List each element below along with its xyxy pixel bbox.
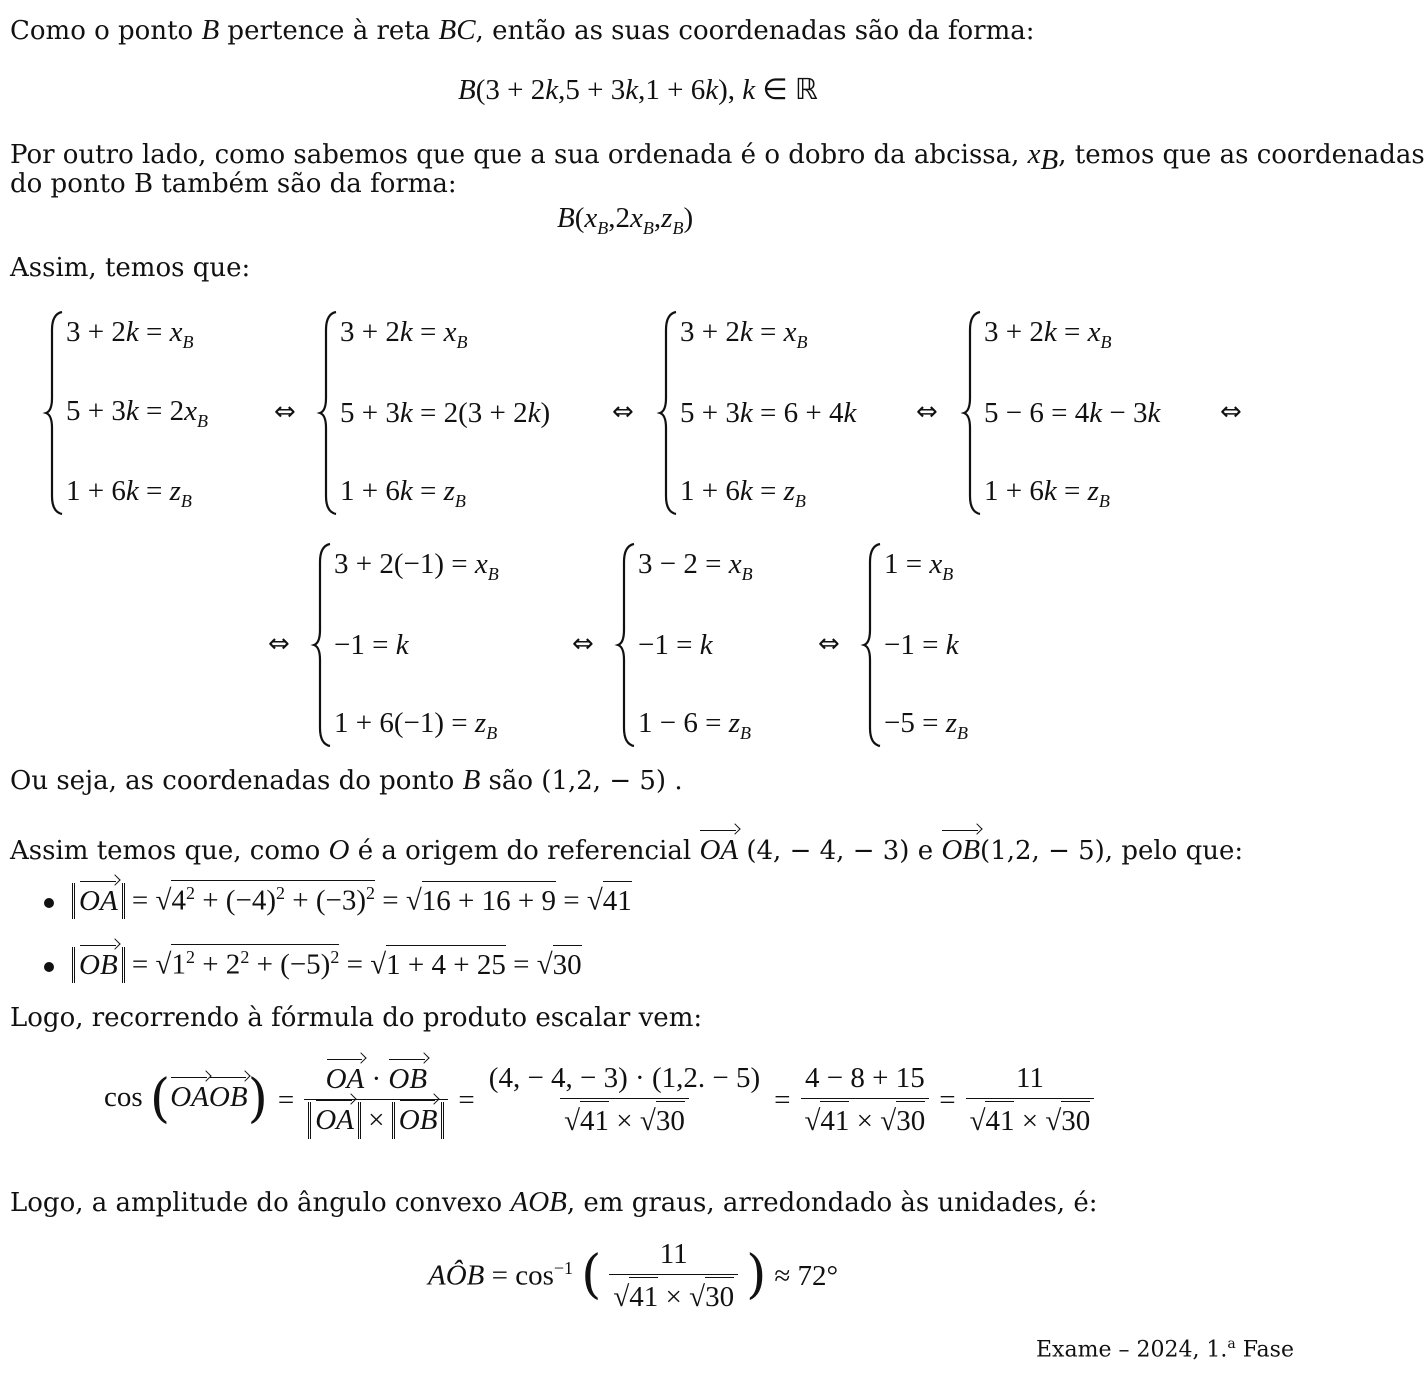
- paragraph-vectors: Assim temos que, como O é a origem do referencial OA (4, − 4, − 3) e OB(1,2, − 5), pelo que:: [10, 832, 1243, 868]
- angle-result: ≈ 72°: [774, 1259, 839, 1292]
- system-2: [318, 310, 550, 516]
- iff-symbol: ⇔: [1220, 397, 1242, 427]
- footer-source: Exame – 2024, 1.$^a$ Fase: [1036, 1336, 1294, 1363]
- system-7-row-1: $1 = x_B$: [884, 548, 954, 584]
- system-4-row-1: $3 + 2k = x_B$: [984, 316, 1112, 352]
- iff-symbol: ⇔: [274, 397, 296, 427]
- bullet-icon: [44, 962, 54, 972]
- system-7-row-2: −1 = k: [884, 628, 959, 661]
- norm-ob: OB = $√1^2 + 2^2 + (-5)^2 = √1 + 4 + 25 = √30$: [72, 944, 582, 983]
- system-4-row-2: 5 − 6 = 4k − 3k: [984, 396, 1161, 429]
- system-5-row-2: −1 = k: [334, 628, 409, 661]
- system-1-row-1: $3 + 2k = x_B$: [66, 316, 194, 352]
- paragraph-assim: Assim, temos que:: [10, 253, 251, 283]
- paragraph-angle: Logo, a amplitude do ângulo convexo AOB, em graus, arredondado às unidades, é:: [10, 1186, 1098, 1218]
- system-2-row-3: $1 + 6k = z_B$: [340, 474, 466, 511]
- left-brace-icon: [658, 310, 680, 516]
- system-6-row-2: −1 = k: [638, 628, 713, 661]
- bullet-icon: [44, 898, 54, 908]
- system-2-row-1: $3 + 2k = x_B$: [340, 316, 468, 352]
- paragraph-ordinate-1: Por outro lado, como sabemos que que a sua ordenada é o dobro da abcissa, $x_B$, temos que as coordenadas: [10, 138, 1425, 177]
- left-brace-icon: [862, 542, 884, 748]
- norm-oa: OA = $√4^2 + (-4)^2 + (-3)^2 = √16 + 16 + 9 = √41$: [72, 880, 632, 919]
- left-brace-icon: [616, 542, 638, 748]
- paragraph-coordinates-result: Ou seja, as coordenadas do ponto B são (1,2, − 5) .: [10, 764, 683, 796]
- equation-b-form: $B(x_B,2x_B,z_B)$: [557, 202, 694, 238]
- equation-b-parametric: B(3 + 2k,5 + 3k,1 + 6k), k ∈ ℝ: [458, 74, 818, 106]
- system-3-row-3: $1 + 6k = z_B$: [680, 474, 806, 511]
- angle-fraction: $\frac{11}{√41 \times √30}$: [609, 1236, 738, 1316]
- system-3-row-1: $3 + 2k = x_B$: [680, 316, 808, 352]
- system-7: [862, 542, 968, 748]
- system-1-row-3: $1 + 6k = z_B$: [66, 474, 192, 511]
- system-1: [44, 310, 208, 516]
- system-5-row-1: $3 + 2(-1) = x_B$: [334, 548, 499, 584]
- paragraph-intro: Como o ponto B pertence à reta BC, então as suas coordenadas são da forma:: [10, 14, 1035, 46]
- cos-fraction-1: $\frac{OA \cdot OB}{OA \times OB}$: [304, 1061, 448, 1139]
- paragraph-ordinate-2: do ponto B também são da forma:: [10, 169, 457, 199]
- iff-symbol: ⇔: [916, 397, 938, 427]
- iff-symbol: ⇔: [572, 629, 594, 659]
- left-brace-icon: [312, 542, 334, 748]
- angle-formula: AÔB = $\cos^{-1}$ ( $\frac{11}{√41 \times √30}$ ) ≈ 72°: [428, 1236, 838, 1316]
- cos-formula: cos (OAOB) = $\frac{OA \cdot OB}{OA \times OB}$ = $\frac{(4, - 4, - 3) \cdot (1,2. - 5)}{√41 \times √30}$ = $\frac{4 - 8 + 15}{√41 \times √30}$ = $\frac{11}{√41 \times √30}$: [104, 1060, 1094, 1140]
- system-3-row-2: 5 + 3k = 6 + 4k: [680, 396, 857, 429]
- iff-symbol: ⇔: [818, 629, 840, 659]
- system-6-row-3: $1 - 6 = z_B$: [638, 706, 752, 743]
- iff-symbol: ⇔: [612, 397, 634, 427]
- left-brace-icon: [318, 310, 340, 516]
- system-4-row-3: $1 + 6k = z_B$: [984, 474, 1110, 511]
- system-5: [312, 542, 499, 748]
- system-7-row-3: $-5 = z_B$: [884, 706, 969, 743]
- paragraph-dot-product: Logo, recorrendo à fórmula do produto escalar vem:: [10, 1003, 703, 1033]
- system-4: [962, 310, 1160, 516]
- left-brace-icon: [962, 310, 984, 516]
- left-brace-icon: [44, 310, 66, 516]
- cos-fraction-4: $\frac{11}{√41 \times √30}$: [966, 1060, 1095, 1140]
- system-6-row-1: $3 - 2 = x_B$: [638, 548, 753, 584]
- system-1-row-2: $5 + 3k = 2x_B$: [66, 395, 208, 432]
- system-6: [616, 542, 753, 748]
- iff-symbol: ⇔: [268, 629, 290, 659]
- system-2-row-2: 5 + 3k = 2(3 + 2k): [340, 396, 551, 429]
- cos-fraction-2: $\frac{(4, - 4, - 3) \cdot (1,2. - 5)}{√41 \times √30}$: [485, 1060, 764, 1140]
- cos-lhs: cos (OAOB): [104, 1069, 268, 1130]
- system-3: [658, 310, 856, 516]
- cos-fraction-3: $\frac{4 - 8 + 15}{√41 \times √30}$: [801, 1060, 930, 1140]
- system-5-row-3: $1 + 6(-1) = z_B$: [334, 706, 498, 743]
